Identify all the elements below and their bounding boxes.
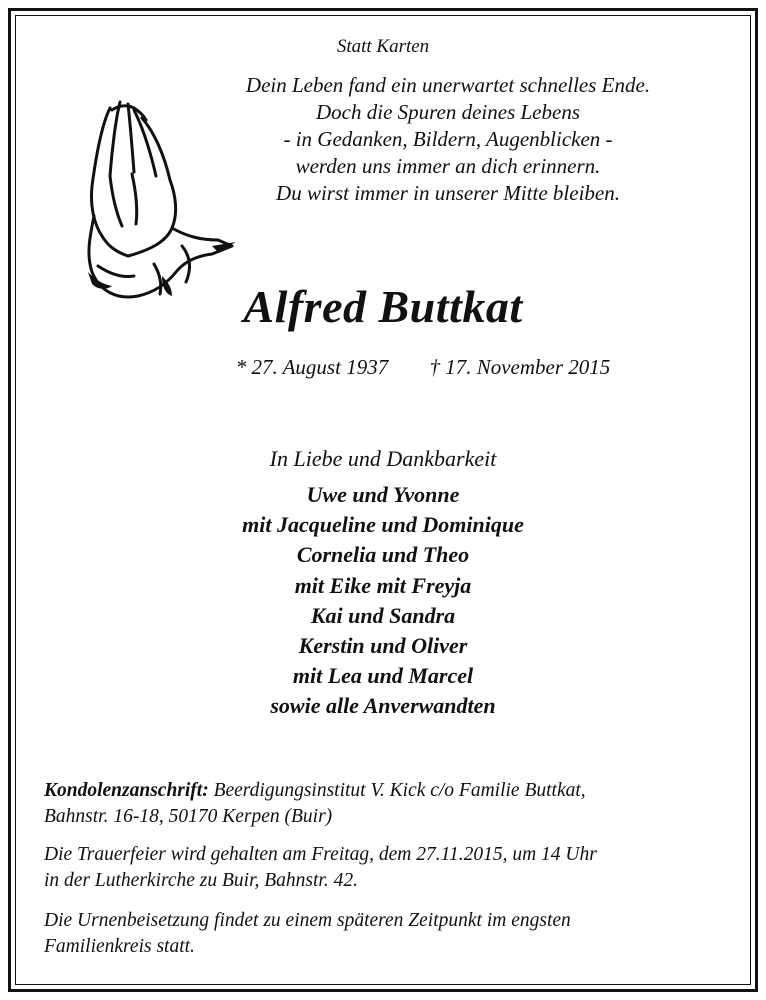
ceremony-line-2: in der Lutherkirche zu Buir, Bahnstr. 42. [44,870,358,891]
statt-karten: Statt Karten [336,36,430,57]
condolence-text-2: Bahnstr. 16-18, 50170 Kerpen (Buir) [44,806,333,827]
mourner-line: Uwe und Yvonne [306,482,460,507]
mourner-line: Kerstin und Oliver [298,633,468,659]
mourner-line: sowie alle Anverwandten [270,693,496,719]
deceased-name: Alfred Buttkat [243,281,523,332]
condolence-address [44,778,734,830]
poem-line: werden uns immer an dich erinnern. [295,154,601,178]
mourner-line: Kai und Sandra [310,602,456,628]
urn-line-2: Familienkreis statt. [44,936,195,957]
poem-line: Doch die Spuren deines Lebens [316,100,580,124]
urn-notice [44,908,734,960]
urn-line-1: Die Urnenbeisetzung findet zu einem späteren Zeitpunkt im engsten [44,910,571,931]
condolence-line-1 [44,778,734,804]
birth-date: * 27. August 1937 [235,355,389,379]
mourner-line: mit Jacqueline und Dominique [242,512,524,538]
mourner-line: mit Lea und Marcel [292,663,474,689]
ceremony-notice [44,842,734,894]
poem-line: - in Gedanken, Bildern, Augenblicken - [283,127,613,151]
mourner-line: Cornelia und Theo [296,542,470,568]
mourners-list [0,480,766,722]
ceremony-line-1: Die Trauerfeier wird gehalten am Freitag, dem 27.11.2015, um 14 Uhr [44,844,597,865]
condolence-text-1: Beerdigungsinstitut V. Kick c/o Familie Buttkat, [213,780,586,801]
mourner-line: mit Eike mit Freyja [294,572,472,598]
death-date: † 17. November 2015 [429,355,611,379]
condolence-label: Kondolenzanschrift: [44,780,209,801]
life-dates [40,355,766,380]
poem-line: Du wirst immer in unserer Mitte bleiben. [276,181,620,205]
mourners-intro: In Liebe und Dankbarkeit [269,446,497,471]
poem-line: Dein Leben fand ein unerwartet schnelles Ende. [245,73,651,97]
praying-hands-icon [72,96,242,306]
